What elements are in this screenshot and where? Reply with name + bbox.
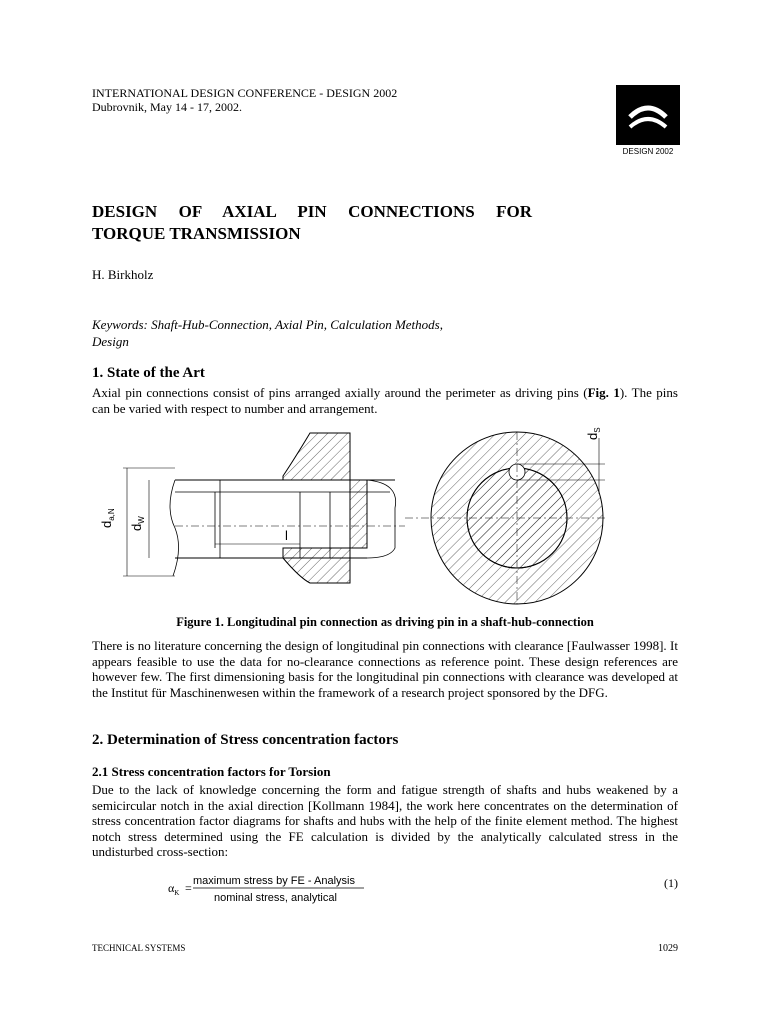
- page-number: 1029: [658, 943, 678, 954]
- author: H. Birkholz: [92, 267, 154, 282]
- footer-section: TECHNICAL SYSTEMS: [92, 943, 186, 953]
- label-l: l: [285, 528, 288, 543]
- para-text: ). The pins can be varied with respect to number and arrangement.: [92, 385, 678, 416]
- figure-1-drawing: [99, 427, 605, 588]
- figure-caption: Figure 1. Longitudinal pin connection as driving pin in a shaft-hub-connection: [176, 615, 594, 629]
- logo-arcs-icon: [616, 85, 680, 145]
- section-1-paragraph-2: There is no literature concerning the design of longitudinal pin connections with clearance [Faulwasser 1998]. It appears feasible to use the data for no-clearance connections as reference point. These design references are however few. The first dimensioning basis for the longitudinal pin connections with clearance was developed at the Institut für Maschinenwesen within the framework of a research project sponsored by the DFG.: [92, 638, 678, 700]
- formula-denominator: nominal stress, analytical: [214, 892, 337, 904]
- section-1-heading: 1. State of the Art: [92, 365, 205, 381]
- section-2-heading: 2. Determination of Stress concentration factors: [92, 732, 399, 748]
- label-d-S: $d_S$: [585, 427, 602, 440]
- para-text: Axial pin connections consist of pins arranged axially around the perimeter as driving pins (: [92, 385, 588, 400]
- conference-header: [92, 86, 397, 114]
- conference-location: Dubrovnik, May 14 - 17, 2002.: [92, 100, 242, 114]
- equation-number: (1): [664, 876, 678, 890]
- formula-lhs: $\alpha_K$: [168, 881, 180, 897]
- design-logo: [616, 85, 680, 145]
- keywords-line-2: Design: [92, 334, 129, 349]
- paper-title: [92, 201, 532, 245]
- logo-caption: DESIGN 2002: [622, 147, 674, 156]
- equals-sign: =: [185, 881, 192, 895]
- label-d-aN: $d_{a,N}$: [99, 508, 116, 528]
- longitudinal-section: [123, 433, 405, 583]
- formula-1: [168, 872, 378, 904]
- title-line-2: TORQUE TRANSMISSION: [92, 224, 301, 243]
- section-2-paragraph-1: Due to the lack of knowledge concerning the form and fatigue strength of shafts and hubs weakened by a semicircular notch in the axial direction [Kollmann 1984], the work here concentrates on the determination of stress concentration factor diagrams for shafts and hubs with the help of the finite element method. The highest notch stress determined using the FE calculation is divided by the analytically calculated stress in the undisturbed cross-section:: [92, 782, 678, 859]
- keywords-line-1: Keywords: Shaft-Hub-Connection, Axial Pin, Calculation Methods,: [92, 317, 443, 332]
- title-line-1: DESIGN OF AXIAL PIN CONNECTIONS FOR: [92, 202, 532, 221]
- figure-reference: Fig. 1: [587, 385, 620, 400]
- cross-section: [405, 432, 605, 604]
- formula-numerator: maximum stress by FE - Analysis: [193, 875, 355, 887]
- label-d-W: $d_W$: [129, 516, 146, 531]
- conference-title: INTERNATIONAL DESIGN CONFERENCE - DESIGN 2002: [92, 86, 398, 100]
- keywords: [92, 316, 532, 350]
- subsection-2-1-heading: 2.1 Stress concentration factors for Torsion: [92, 764, 331, 779]
- section-1-paragraph-1: [92, 385, 678, 416]
